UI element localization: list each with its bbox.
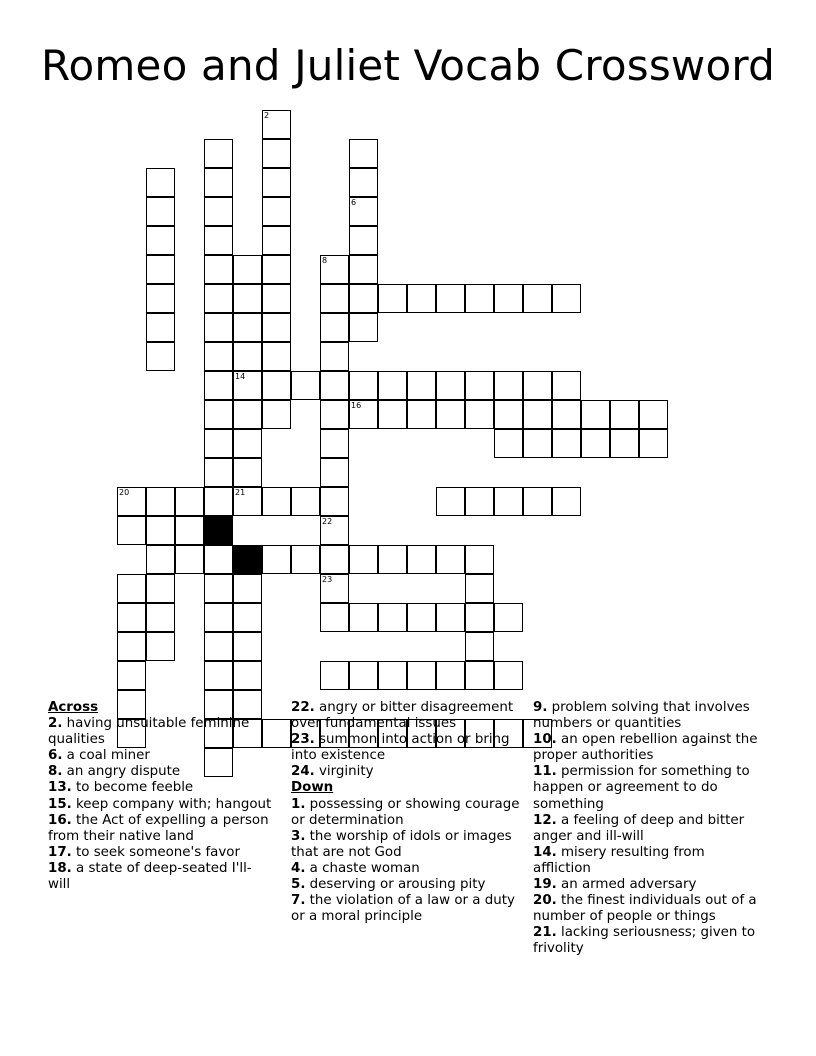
grid-cell[interactable]: [146, 632, 175, 661]
grid-cell[interactable]: [581, 400, 610, 429]
grid-cell[interactable]: [436, 545, 465, 574]
clue-item-number: 3.: [291, 828, 306, 844]
clue-item: [48, 748, 273, 764]
grid-cell[interactable]: [233, 487, 262, 516]
grid-cell[interactable]: [407, 661, 436, 690]
grid-cell[interactable]: [436, 487, 465, 516]
grid-cell[interactable]: [204, 400, 233, 429]
grid-cell[interactable]: [204, 603, 233, 632]
clue-item-text: a state of deep-seated I'll-will: [48, 860, 252, 893]
grid-cell[interactable]: [262, 226, 291, 255]
grid-cell[interactable]: [233, 342, 262, 371]
grid-cell[interactable]: [552, 284, 581, 313]
clue-item-text: an open rebellion against the proper authorities: [533, 732, 758, 764]
grid-cell[interactable]: [349, 545, 378, 574]
grid-cell[interactable]: [349, 226, 378, 255]
clue-item-number: 15.: [48, 796, 72, 812]
grid-cell[interactable]: [436, 603, 465, 632]
grid-cell[interactable]: [320, 661, 349, 690]
clue-item: [291, 764, 523, 780]
grid-cell[interactable]: [407, 284, 436, 313]
grid-cell[interactable]: [233, 255, 262, 284]
grid-cell[interactable]: [523, 284, 552, 313]
grid-cell[interactable]: [117, 516, 146, 545]
clue-item-number: 21.: [533, 925, 557, 941]
grid-cell[interactable]: [175, 487, 204, 516]
grid-cell[interactable]: [146, 516, 175, 545]
grid-cell[interactable]: [262, 400, 291, 429]
clue-item-number: 24.: [291, 764, 315, 780]
grid-cell[interactable]: [146, 342, 175, 371]
clue-number: 21: [235, 488, 246, 497]
grid-cell[interactable]: [523, 371, 552, 400]
grid-cell[interactable]: [320, 603, 349, 632]
grid-cell[interactable]: [320, 371, 349, 400]
grid-cell[interactable]: [146, 545, 175, 574]
grid-cell[interactable]: [465, 545, 494, 574]
grid-cell[interactable]: [262, 110, 291, 139]
across-heading: Across: [48, 700, 99, 715]
grid-cell[interactable]: [204, 545, 233, 574]
grid-cell[interactable]: [204, 458, 233, 487]
clue-item: [533, 813, 765, 845]
grid-cell[interactable]: [494, 487, 523, 516]
grid-cell[interactable]: [436, 400, 465, 429]
grid-cell[interactable]: [262, 139, 291, 168]
grid-cell[interactable]: [349, 400, 378, 429]
grid-cell[interactable]: [233, 458, 262, 487]
grid-cell[interactable]: [610, 400, 639, 429]
clue-item-text: the Act of expelling a person from their native land: [48, 812, 269, 844]
grid-cell[interactable]: [146, 197, 175, 226]
grid-cell[interactable]: [204, 342, 233, 371]
clue-item: [291, 877, 523, 893]
clue-number: 16: [351, 401, 362, 410]
grid-cell[interactable]: [262, 371, 291, 400]
clue-number: 23: [322, 575, 333, 584]
grid-cell[interactable]: [204, 632, 233, 661]
grid-cell[interactable]: [552, 429, 581, 458]
grid-cell[interactable]: [465, 487, 494, 516]
grid-cell[interactable]: [175, 516, 204, 545]
clue-item-text: possessing or showing courage or determination: [291, 796, 520, 828]
clue-item-number: 17.: [48, 844, 72, 860]
clue-item-number: 1.: [291, 796, 306, 812]
grid-cell[interactable]: [262, 284, 291, 313]
clue-item-number: 6.: [48, 748, 63, 764]
clue-item: [48, 845, 273, 861]
grid-cell[interactable]: [262, 487, 291, 516]
grid-cell[interactable]: [639, 429, 668, 458]
grid-cell[interactable]: [465, 574, 494, 603]
grid-cell[interactable]: [349, 139, 378, 168]
grid-cell[interactable]: [262, 168, 291, 197]
grid-cell[interactable]: [436, 371, 465, 400]
clue-item-number: 23.: [291, 732, 315, 748]
grid-cell[interactable]: [233, 574, 262, 603]
grid-cell[interactable]: [204, 284, 233, 313]
clue-item-text: deserving or arousing pity: [305, 877, 486, 893]
grid-cell[interactable]: [233, 661, 262, 690]
grid-cell[interactable]: [523, 429, 552, 458]
clue-item-text: having unsuitable feminine qualities: [48, 716, 250, 748]
clue-item-number: 8.: [48, 764, 63, 780]
grid-cell[interactable]: [436, 284, 465, 313]
grid-cell[interactable]: [146, 226, 175, 255]
clues-column-2: [291, 700, 523, 925]
clue-item: [533, 893, 765, 925]
grid-cell[interactable]: [233, 371, 262, 400]
clue-item-text: an angry dispute: [62, 764, 181, 780]
grid-cell[interactable]: [349, 661, 378, 690]
clue-item: [533, 877, 765, 893]
clue-item: [291, 700, 523, 732]
clue-item-text: lacking seriousness; given to frivolity: [533, 925, 756, 957]
clue-item-text: the finest individuals out of a number of people or things: [533, 893, 757, 925]
clues-column-3: [533, 700, 765, 958]
clue-item: [533, 732, 765, 764]
clue-item-number: 11.: [533, 764, 557, 780]
grid-cell[interactable]: [117, 487, 146, 516]
grid-cell[interactable]: [233, 284, 262, 313]
grid-cell[interactable]: [320, 516, 349, 545]
clue-number: 2: [264, 111, 270, 120]
grid-cell[interactable]: [378, 545, 407, 574]
clue-item: [533, 845, 765, 877]
grid-cell[interactable]: [204, 487, 233, 516]
grid-cell[interactable]: [146, 487, 175, 516]
clue-item-text: the worship of idols or images that are not God: [291, 828, 512, 860]
grid-cell[interactable]: [494, 429, 523, 458]
grid-cell[interactable]: [262, 197, 291, 226]
clue-item-number: 10.: [533, 732, 557, 748]
clue-item: [48, 797, 273, 813]
clue-item-text: a chaste woman: [305, 860, 420, 876]
clue-item-number: 2.: [48, 716, 63, 732]
grid-cell[interactable]: [494, 661, 523, 690]
clue-item-text: the violation of a law or a duty or a moral principle: [291, 893, 515, 925]
clue-item-text: keep company with; hangout: [71, 796, 272, 812]
clue-item-text: to become feeble: [71, 780, 194, 796]
clue-item-text: an armed adversary: [556, 877, 697, 893]
grid-cell[interactable]: [146, 168, 175, 197]
grid-cell[interactable]: [117, 603, 146, 632]
grid-cell[interactable]: [378, 603, 407, 632]
grid-cell[interactable]: [291, 371, 320, 400]
clue-item-number: 20.: [533, 893, 557, 909]
grid-cell[interactable]: [320, 574, 349, 603]
grid-cell[interactable]: [494, 284, 523, 313]
clue-item-text: angry or bitter disagreement over fundamental issues: [291, 700, 514, 732]
page-title: Romeo and Juliet Vocab Crossword: [41, 41, 775, 90]
clue-item-number: 12.: [533, 812, 557, 828]
black-square: [233, 545, 262, 574]
clue-item-number: 5.: [291, 877, 306, 893]
grid-cell[interactable]: [320, 429, 349, 458]
grid-cell[interactable]: [378, 400, 407, 429]
grid-cell[interactable]: [262, 255, 291, 284]
clue-number: 22: [322, 517, 333, 526]
grid-cell[interactable]: [204, 574, 233, 603]
clue-item: [48, 861, 273, 893]
clue-item: [48, 813, 273, 845]
grid-cell[interactable]: [349, 168, 378, 197]
grid-cell[interactable]: [233, 632, 262, 661]
grid-cell[interactable]: [407, 545, 436, 574]
grid-cell[interactable]: [233, 429, 262, 458]
grid-cell[interactable]: [349, 603, 378, 632]
grid-cell[interactable]: [233, 603, 262, 632]
grid-cell[interactable]: [320, 342, 349, 371]
clue-item: [291, 797, 523, 829]
clue-item: [48, 716, 273, 748]
grid-cell[interactable]: [349, 255, 378, 284]
grid-cell[interactable]: [320, 284, 349, 313]
clue-item: [48, 780, 273, 796]
grid-cell[interactable]: [146, 603, 175, 632]
grid-cell[interactable]: [465, 603, 494, 632]
grid-cell[interactable]: [117, 574, 146, 603]
down-heading: Down: [291, 780, 334, 796]
clue-number: 14: [235, 372, 246, 381]
grid-cell[interactable]: [552, 487, 581, 516]
grid-cell[interactable]: [146, 284, 175, 313]
grid-cell[interactable]: [204, 139, 233, 168]
grid-cell[interactable]: [175, 545, 204, 574]
grid-cell[interactable]: [407, 371, 436, 400]
clue-item-number: 18.: [48, 860, 72, 876]
grid-cell[interactable]: [233, 400, 262, 429]
grid-cell[interactable]: [465, 400, 494, 429]
grid-cell[interactable]: [204, 661, 233, 690]
grid-cell[interactable]: [204, 226, 233, 255]
grid-cell[interactable]: [407, 400, 436, 429]
clue-number: 6: [351, 198, 357, 207]
grid-cell[interactable]: [349, 371, 378, 400]
clue-number: 8: [322, 256, 328, 265]
grid-cell[interactable]: [204, 197, 233, 226]
clue-item-text: permission for something to happen or agreement to do something: [533, 764, 750, 812]
black-square: [204, 516, 233, 545]
grid-cell[interactable]: [262, 313, 291, 342]
grid-cell[interactable]: [378, 284, 407, 313]
grid-cell[interactable]: [146, 574, 175, 603]
clue-item: [291, 829, 523, 861]
clue-item-text: summon into action or bring into existence: [291, 732, 510, 764]
clue-item-number: 7.: [291, 893, 306, 909]
grid-cell[interactable]: [436, 661, 465, 690]
grid-cell[interactable]: [291, 545, 320, 574]
grid-cell[interactable]: [204, 168, 233, 197]
grid-cell[interactable]: [552, 400, 581, 429]
grid-cell[interactable]: [639, 400, 668, 429]
grid-cell[interactable]: [320, 458, 349, 487]
clue-item: [533, 700, 765, 732]
grid-cell[interactable]: [465, 632, 494, 661]
clue-item-number: 14.: [533, 844, 557, 860]
clue-item-number: 4.: [291, 860, 306, 876]
grid-cell[interactable]: [291, 487, 320, 516]
grid-cell[interactable]: [320, 545, 349, 574]
clue-item: [48, 764, 273, 780]
grid-cell[interactable]: [552, 371, 581, 400]
clue-item-text: a feeling of deep and bitter anger and ill-will: [533, 812, 745, 844]
grid-cell[interactable]: [378, 371, 407, 400]
clue-item-text: to seek someone's favor: [71, 844, 240, 860]
clue-item-text: problem solving that involves numbers or quantities: [533, 700, 750, 732]
clue-item-number: 9.: [533, 700, 548, 715]
grid-cell[interactable]: [204, 429, 233, 458]
grid-cell[interactable]: [146, 313, 175, 342]
clue-item-number: 16.: [48, 812, 72, 828]
grid-cell[interactable]: [523, 400, 552, 429]
grid-cell[interactable]: [320, 400, 349, 429]
clue-item-text: virginity: [314, 764, 374, 780]
clue-item-text: a coal miner: [62, 748, 150, 764]
clue-item: [291, 861, 523, 877]
grid-cell[interactable]: [117, 661, 146, 690]
clue-item: [291, 732, 523, 764]
grid-cell[interactable]: [494, 400, 523, 429]
grid-cell[interactable]: [233, 313, 262, 342]
grid-cell[interactable]: [320, 313, 349, 342]
grid-cell[interactable]: [378, 661, 407, 690]
clue-item: [533, 764, 765, 812]
grid-cell[interactable]: [349, 197, 378, 226]
grid-cell[interactable]: [465, 371, 494, 400]
grid-cell[interactable]: [581, 429, 610, 458]
clue-item-number: 22.: [291, 700, 315, 715]
grid-cell[interactable]: [204, 255, 233, 284]
grid-cell[interactable]: [320, 487, 349, 516]
clues-column-1: [48, 700, 273, 893]
grid-cell[interactable]: [465, 661, 494, 690]
grid-cell[interactable]: [262, 545, 291, 574]
grid-cell[interactable]: [262, 342, 291, 371]
clue-item: [533, 925, 765, 957]
grid-cell[interactable]: [117, 632, 146, 661]
clue-number: 20: [119, 488, 130, 497]
grid-cell[interactable]: [494, 371, 523, 400]
clue-item: [291, 893, 523, 925]
grid-cell[interactable]: [610, 429, 639, 458]
grid-cell[interactable]: [204, 313, 233, 342]
clue-item-number: 13.: [48, 780, 72, 796]
grid-cell[interactable]: [349, 313, 378, 342]
grid-cell[interactable]: [320, 255, 349, 284]
grid-cell[interactable]: [407, 603, 436, 632]
grid-cell[interactable]: [494, 603, 523, 632]
grid-cell[interactable]: [146, 255, 175, 284]
grid-cell[interactable]: [465, 284, 494, 313]
grid-cell[interactable]: [349, 284, 378, 313]
clue-item-number: 19.: [533, 877, 557, 893]
clue-item-text: misery resulting from affliction: [533, 844, 705, 876]
grid-cell[interactable]: [204, 371, 233, 400]
grid-cell[interactable]: [523, 487, 552, 516]
